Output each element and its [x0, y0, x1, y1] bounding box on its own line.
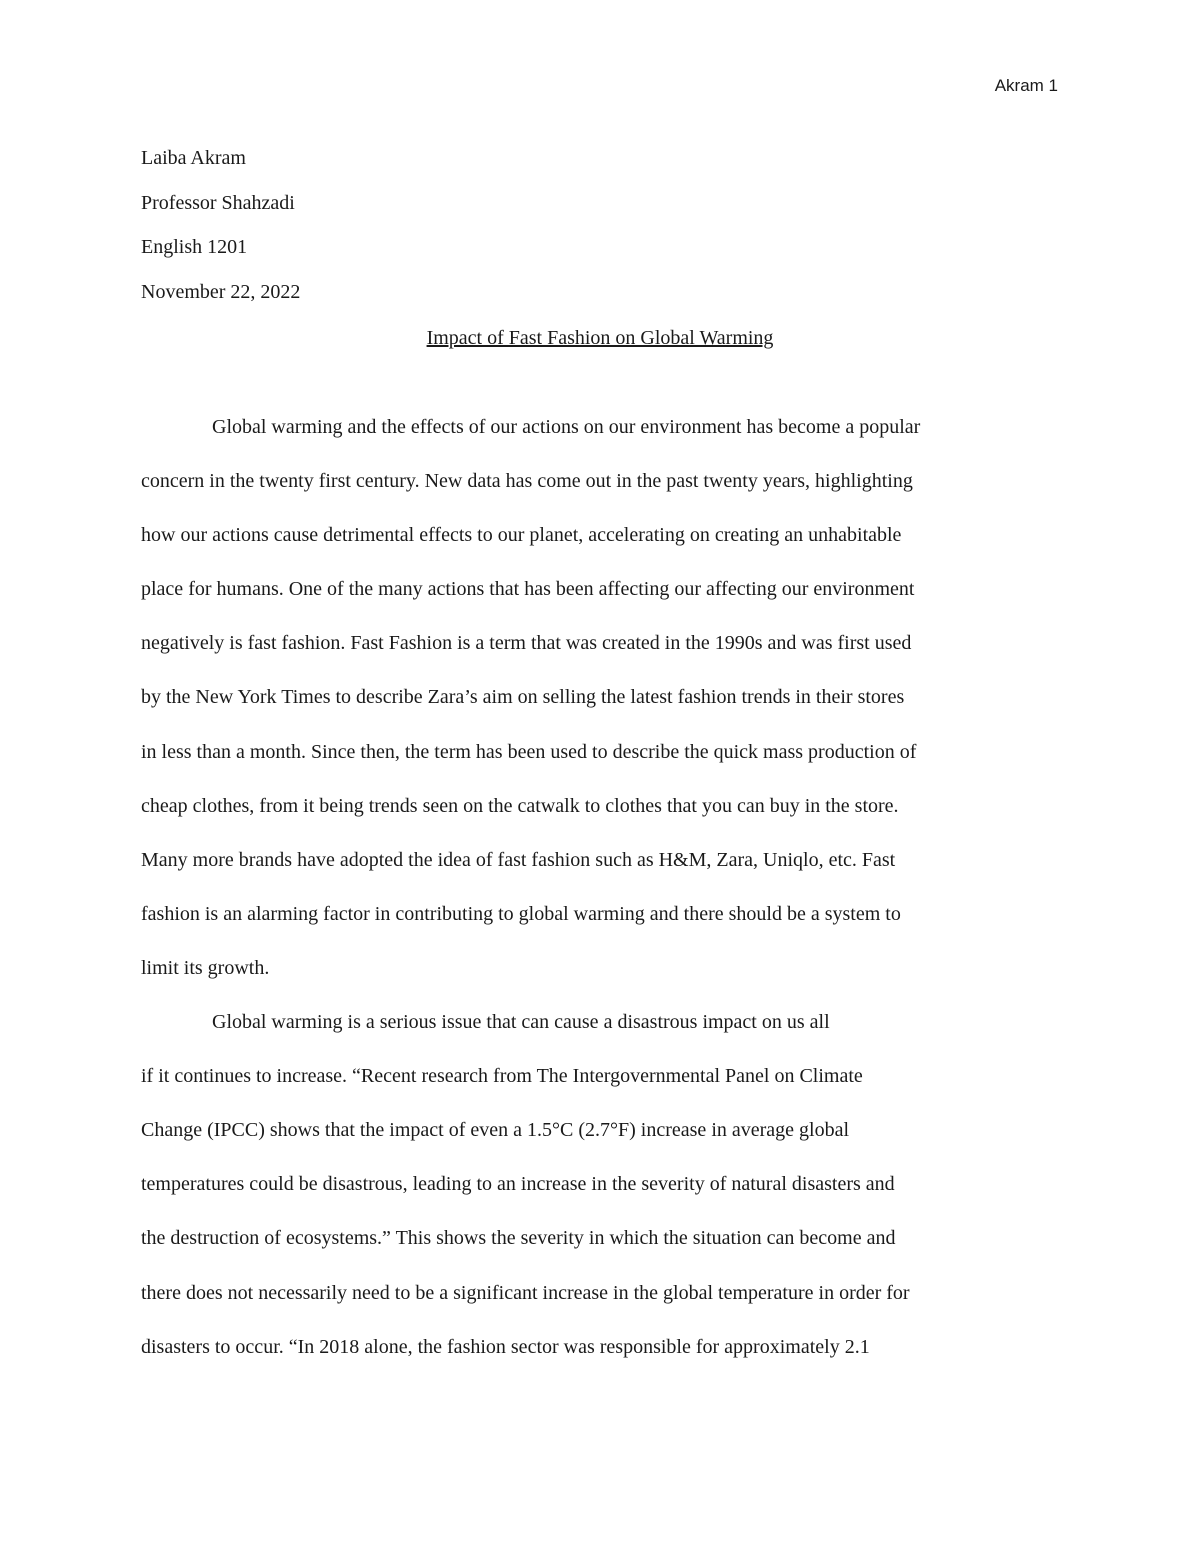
essay-date: November 22, 2022	[141, 281, 301, 304]
paragraph-line: temperatures could be disastrous, leading to an increase in the severity of natural disasters and	[141, 1173, 895, 1196]
paragraph-line: fashion is an alarming factor in contributing to global warming and there should be a system to	[141, 902, 901, 925]
essay-title: Impact of Fast Fashion on Global Warming	[426, 327, 774, 349]
paragraph-line: place for humans. One of the many actions that has been affecting our affecting our environment	[141, 578, 915, 601]
paragraph-line: negatively is fast fashion. Fast Fashion is a term that was created in the 1990s and was first used	[141, 632, 912, 655]
paragraph-line: by the New York Times to describe Zara’s aim on selling the latest fashion trends in their stores	[141, 686, 905, 709]
paragraph-line: concern in the twenty first century. New data has come out in the past twenty years, highlighting	[141, 470, 913, 493]
professor-name: Professor Shahzadi	[141, 191, 295, 214]
course-name: English 1201	[141, 236, 248, 259]
paragraph-line: Change (IPCC) shows that the impact of even a 1.5°C (2.7°F) increase in average global	[141, 1119, 850, 1142]
paragraph-line: Global warming and the effects of our actions on our environment has become a popular	[212, 416, 921, 438]
paragraph-line: Many more brands have adopted the idea of fast fashion such as H&M, Zara, Uniqlo, etc. Fast	[141, 848, 896, 871]
paragraph-line: how our actions cause detrimental effects to our planet, accelerating on creating an unhabitable	[141, 524, 902, 547]
paragraph-line: limit its growth.	[141, 956, 270, 979]
student-name: Laiba Akram	[141, 147, 246, 169]
paragraph-line: there does not necessarily need to be a significant increase in the global temperature in order for	[141, 1281, 910, 1304]
paragraph-1	[141, 400, 1059, 995]
page-header-number: Akram 1	[994, 76, 1058, 95]
paragraph-line: in less than a month. Since then, the term has been used to describe the quick mass production of	[141, 740, 917, 763]
paragraph-line: cheap clothes, from it being trends seen on the catwalk to clothes that you can buy in the store.	[141, 794, 899, 817]
paragraph-line: Global warming is a serious issue that can cause a disastrous impact on us all	[212, 1011, 830, 1034]
paragraph-line: if it continues to increase. “Recent research from The Intergovernmental Panel on Climate	[141, 1065, 863, 1088]
paragraph-line: the destruction of ecosystems.” This shows the severity in which the situation can become and	[141, 1227, 896, 1250]
essay-body	[141, 400, 1059, 1374]
mla-heading	[141, 138, 300, 317]
paragraph-line: disasters to occur. “In 2018 alone, the fashion sector was responsible for approximately 2.1	[141, 1335, 870, 1358]
paragraph-2	[141, 995, 1059, 1374]
